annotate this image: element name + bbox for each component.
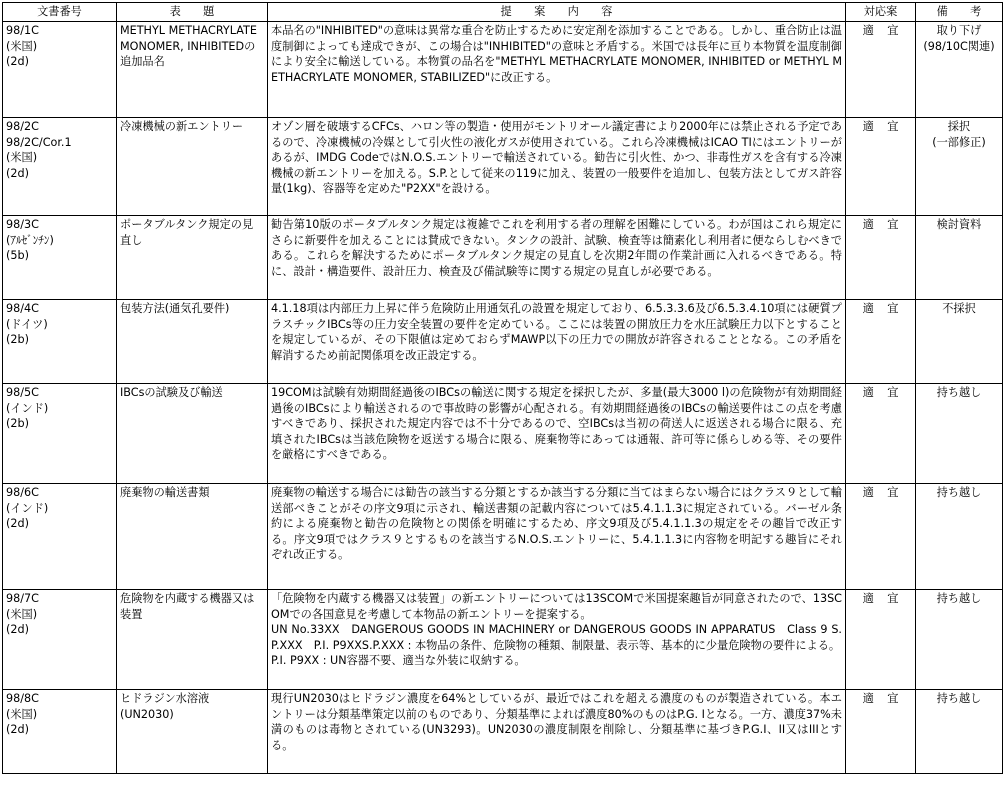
remarks-cell: 持ち越し bbox=[916, 690, 1003, 774]
title-cell: IBCsの試験及び輸送 bbox=[117, 384, 268, 484]
remarks-cell: 採択 (一部修正) bbox=[916, 118, 1003, 216]
table-row bbox=[3, 22, 1003, 118]
title-cell: METHYL METHACRYLATE MONOMER, INHIBITEDの追加品名 bbox=[117, 22, 268, 118]
response-cell: 適宜 bbox=[846, 484, 916, 590]
proposal-cell: 廃棄物の輸送する場合には勧告の該当する分類とするか該当する分類に当てはまらない場合にはクラス９として輸送部べきことがその序文9項に示され、輸送書類の記載内容については5.4.1.1.3に規定されている。バーゼル条約による廃棄物と勧告の危険物との関係を明確にするため、序文9項及び5.4.1.1.3の規定をその趣旨で改正する。序文9項ではクラス９とするものを該当するN.O.S.エントリーに、5.4.1.1.3に内容物を明記する趣旨にそれぞれ改正する。 bbox=[268, 484, 846, 590]
response-cell: 適宜 bbox=[846, 384, 916, 484]
table-row bbox=[3, 300, 1003, 384]
title-cell: ポータブルタンク規定の見直し bbox=[117, 216, 268, 300]
doc-number-cell: 98/8C (米国) (2d) bbox=[3, 690, 117, 774]
title-cell: 冷凍機械の新エントリー bbox=[117, 118, 268, 216]
header-remarks: 備 考 bbox=[916, 3, 1003, 22]
header-response: 対応案 bbox=[846, 3, 916, 22]
table-row bbox=[3, 216, 1003, 300]
proposal-cell: 19COMは試験有効期間経過後のIBCsの輸送に関する規定を採択したが、多量(最大3000 l)の危険物が有効期間経過後のIBCsにより輸送されるので事故時の影響が心配される。有効期間経過後のIBCsの輸送要件はこの点を考慮すべきであり、採択された規定内容では不十分であるので、空IBCsは当初の荷送人に返送される場合に限る、充填されたIBCsは当該危険物を返送する場合に限る、廃棄物等にあっては通報、許可等に係らしめる等、その要件を厳格にすべきである。 bbox=[268, 384, 846, 484]
table-row bbox=[3, 384, 1003, 484]
doc-number-cell: 98/2C 98/2C/Cor.1 (米国) (2d) bbox=[3, 118, 117, 216]
doc-number-cell: 98/3C (ｱﾙｾﾞﾝﾁﾝ) (5b) bbox=[3, 216, 117, 300]
remarks-cell: 取り下げ (98/10C関連) bbox=[916, 22, 1003, 118]
proposal-cell: 本品名の"INHIBITED"の意味は異常な重合を防止するために安定剤を添加することである。しかし、重合防止は温度制御によっても達成できが、この場合は"INHIBITED"の意味と矛盾する。米国では長年に亘り本物質を温度制御により安全に輸送している。本物質の品名を"METHYL METHACRYLATE MONOMER, INHIBITED or METHYL METHACRYLATE MONOMER, STABILIZED"に改正する。 bbox=[268, 22, 846, 118]
title-cell: 廃棄物の輸送書類 bbox=[117, 484, 268, 590]
table-row bbox=[3, 590, 1003, 690]
header-title: 表 題 bbox=[117, 3, 268, 22]
response-cell: 適宜 bbox=[846, 216, 916, 300]
remarks-cell: 検討資料 bbox=[916, 216, 1003, 300]
title-cell: 包装方法(通気孔要件) bbox=[117, 300, 268, 384]
proposal-cell: オゾン層を破壊するCFCs、ハロン等の製造・使用がモントリオール議定書により2000年には禁止される予定であるので、冷凍機械の冷媒として引火性の液化ガスが使用されている。これら冷凍機械はICAO TIにはエントリーがあるが、IMDG CodeではN.O.S.エントリーで輸送されている。勧告に引火性、かつ、非毒性ガスを含有する冷凍機械の新エントリーを加える。S.P.として従来の119に加え、装置の一般要件を追加し、包装方法としてガス許容量(1kg)、容器等を定めた"P2XX"を設ける。 bbox=[268, 118, 846, 216]
header-doc-no: 文書番号 bbox=[3, 3, 117, 22]
response-cell: 適宜 bbox=[846, 118, 916, 216]
response-cell: 適宜 bbox=[846, 590, 916, 690]
proposal-cell: 勧告第10版のポータブルタンク規定は複雑でこれを利用する者の理解を困難にしている。わが国はこれら規定にさらに新要件を加えることには賛成できない。タンクの設計、試験、検査等は簡素化し利用者に便ならしむべきである。これらを解決するためにポータブルタンク規定の見直しを次期2年間の作業計画に入れるべきである。特に、設計・構造要件、設計圧力、検査及び備試験等に関する規定の見直しが必要である。 bbox=[268, 216, 846, 300]
proposal-table bbox=[2, 2, 1003, 774]
doc-number-cell: 98/6C (インド) (2d) bbox=[3, 484, 117, 590]
doc-number-cell: 98/5C (インド) (2b) bbox=[3, 384, 117, 484]
doc-number-cell: 98/4C (ドイツ) (2b) bbox=[3, 300, 117, 384]
title-cell: 危険物を内蔵する機器又は装置 bbox=[117, 590, 268, 690]
response-cell: 適宜 bbox=[846, 22, 916, 118]
document-page bbox=[2, 2, 1003, 774]
doc-number-cell: 98/1C (米国) (2d) bbox=[3, 22, 117, 118]
remarks-cell: 持ち越し bbox=[916, 484, 1003, 590]
title-cell: ヒドラジン水溶液 (UN2030) bbox=[117, 690, 268, 774]
remarks-cell: 持ち越し bbox=[916, 590, 1003, 690]
remarks-cell: 不採択 bbox=[916, 300, 1003, 384]
doc-number-cell: 98/7C (米国) (2d) bbox=[3, 590, 117, 690]
response-cell: 適宜 bbox=[846, 690, 916, 774]
proposal-cell: 4.1.18項は内部圧力上昇に伴う危険防止用通気孔の設置を規定しており、6.5.3.3.6及び6.5.3.4.10項には硬質プラスチックIBCs等の圧力安全装置の要件を定めている。ここには装置の開放圧力を水圧試験圧力以下とすることを規定しているが、その下限値は定めておらずMAWP以下の圧力での開放が許容されることとなる。この矛盾を解消するため前記関係項を改正設定する。 bbox=[268, 300, 846, 384]
table-row bbox=[3, 484, 1003, 590]
header-row bbox=[3, 3, 1003, 22]
table-row bbox=[3, 690, 1003, 774]
response-cell: 適宜 bbox=[846, 300, 916, 384]
table-row bbox=[3, 118, 1003, 216]
remarks-cell: 持ち越し bbox=[916, 384, 1003, 484]
proposal-cell: 現行UN2030はヒドラジン濃度を64%としているが、最近ではこれを超える濃度のものが製造されている。本エントリーは分類基準策定以前のものであり、分類基準によれば濃度80%のものはP.G. Iとなる。一方、濃度37%未満のものは毒物とされている(UN3293)。UN2030の濃度制限を削除し、分類基準に基づきP.G.I、II又はIIIとする。 bbox=[268, 690, 846, 774]
proposal-cell: 「危険物を内蔵する機器又は装置」の新エントリーについては13SCOMで米国提案趣旨が同意されたので、13SCOMでの各国意見を考慮して本物品の新エントリーを提案する。 UN No.33XX DANGEROUS GOODS IN MACHINERY or DANGEROUS GOODS IN APPARATUS Class 9 S.P.XXX P.I. P9XXS.P.XXX : 本物品の条件、危険物の種類、制限量、表示等、基本的に少量危険物の要件による。 P.I. P9XX : UN容器不要、適当な外装に収納する。 bbox=[268, 590, 846, 690]
header-proposal: 提 案 内 容 bbox=[268, 3, 846, 22]
